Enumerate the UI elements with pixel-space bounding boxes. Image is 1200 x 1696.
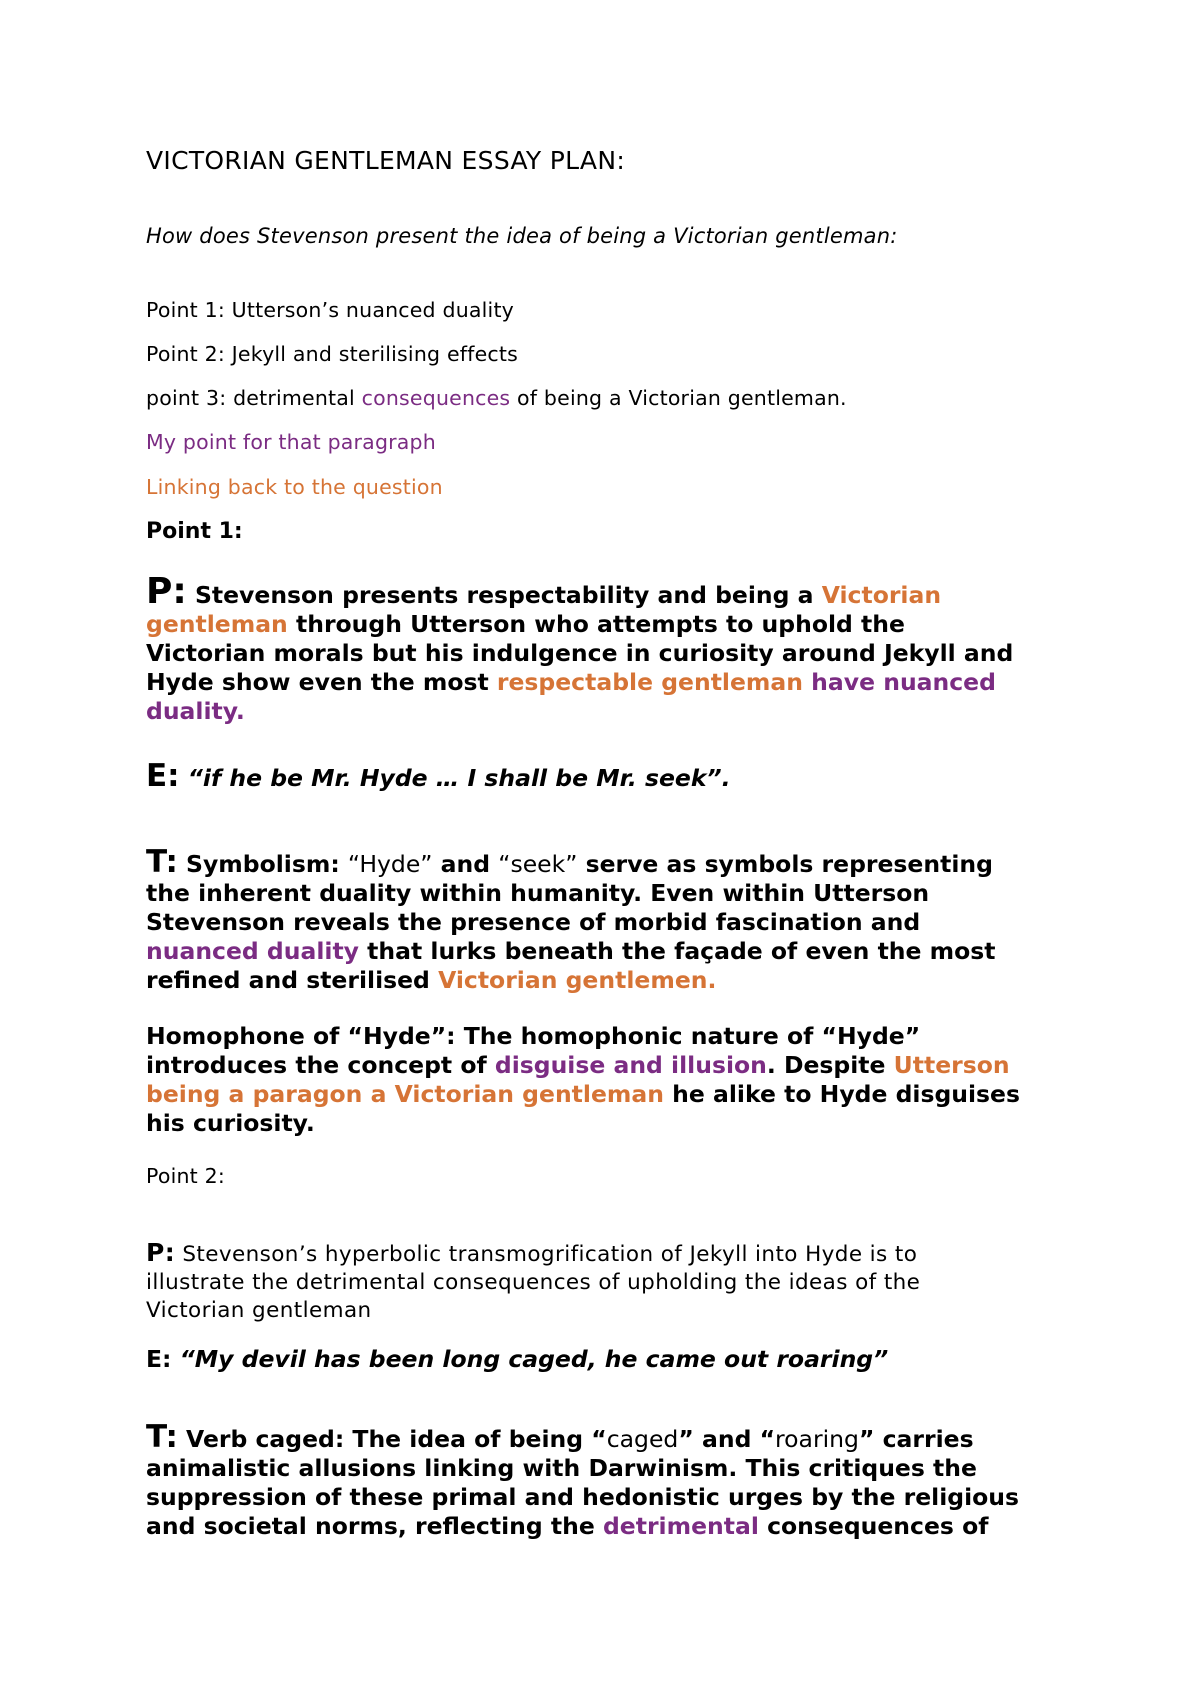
page-title: VICTORIAN GENTLEMAN ESSAY PLAN: <box>146 146 626 175</box>
point-1-p-paragraph: P: Stevenson presents respectability and being a Victorian gentleman through Utterson who attempts to uphold the Victorian morals but his indulgence in curiosity around Jekyll and Hyde show even the most respectable gentleman have nuanced duality. <box>146 571 1014 725</box>
plan-point-2: Point 2: Jekyll and sterilising effects <box>146 342 518 366</box>
essay-question: How does Stevenson present the idea of being a Victorian gentleman: <box>146 224 898 248</box>
point-2-e-paragraph: E: “My devil has been long caged, he came out roaring” <box>146 1345 889 1373</box>
label-e: E: <box>146 758 180 794</box>
key-link-colour: Linking back to the question <box>146 475 443 499</box>
label-p: P: <box>146 571 187 612</box>
point-2-heading: Point 2: <box>146 1164 225 1188</box>
label-t: T: <box>146 844 178 880</box>
plan-point-3: point 3: detrimental consequences of being a Victorian gentleman. <box>146 386 847 410</box>
key-point-colour: My point for that paragraph <box>146 430 436 454</box>
point-1-t-paragraph: T: Symbolism: “Hyde” and “seek” serve as symbols representing the inherent duality within humanity. Even within Utterson Stevenson reveals the presence of morbid fascination and nuanced duality that lurks beneath the façade of even the most refined and sterilised Victorian gentlemen. <box>146 844 996 994</box>
point-1-e-paragraph: E: “if he be Mr. Hyde … I shall be Mr. seek”. <box>146 758 731 794</box>
point-1-heading: Point 1: <box>146 519 243 544</box>
point-2-p-paragraph: P: Stevenson’s hyperbolic transmogrification of Jekyll into Hyde is to illustrate the detrimental consequences of upholding the ideas of the Victorian gentleman <box>146 1238 921 1323</box>
label-e: E: <box>146 1345 172 1373</box>
label-p: P: <box>146 1238 176 1267</box>
plan-point-1: Point 1: Utterson’s nuanced duality <box>146 298 515 322</box>
point-1-homophone-paragraph: Homophone of “Hyde”: The homophonic nature of “Hyde” introduces the concept of disguise and illusion. Despite Utterson being a paragon a Victorian gentleman he alike to Hyde disguises his curiosity. <box>146 1022 1020 1137</box>
point-2-t-paragraph: T: Verb caged: The idea of being “caged” and “roaring” carries animalistic allusions linking with Darwinism. This critiques the suppression of these primal and hedonistic urges by the religious and societal norms, reflecting the detrimental consequences of <box>146 1419 1020 1540</box>
label-t: T: <box>146 1419 178 1455</box>
